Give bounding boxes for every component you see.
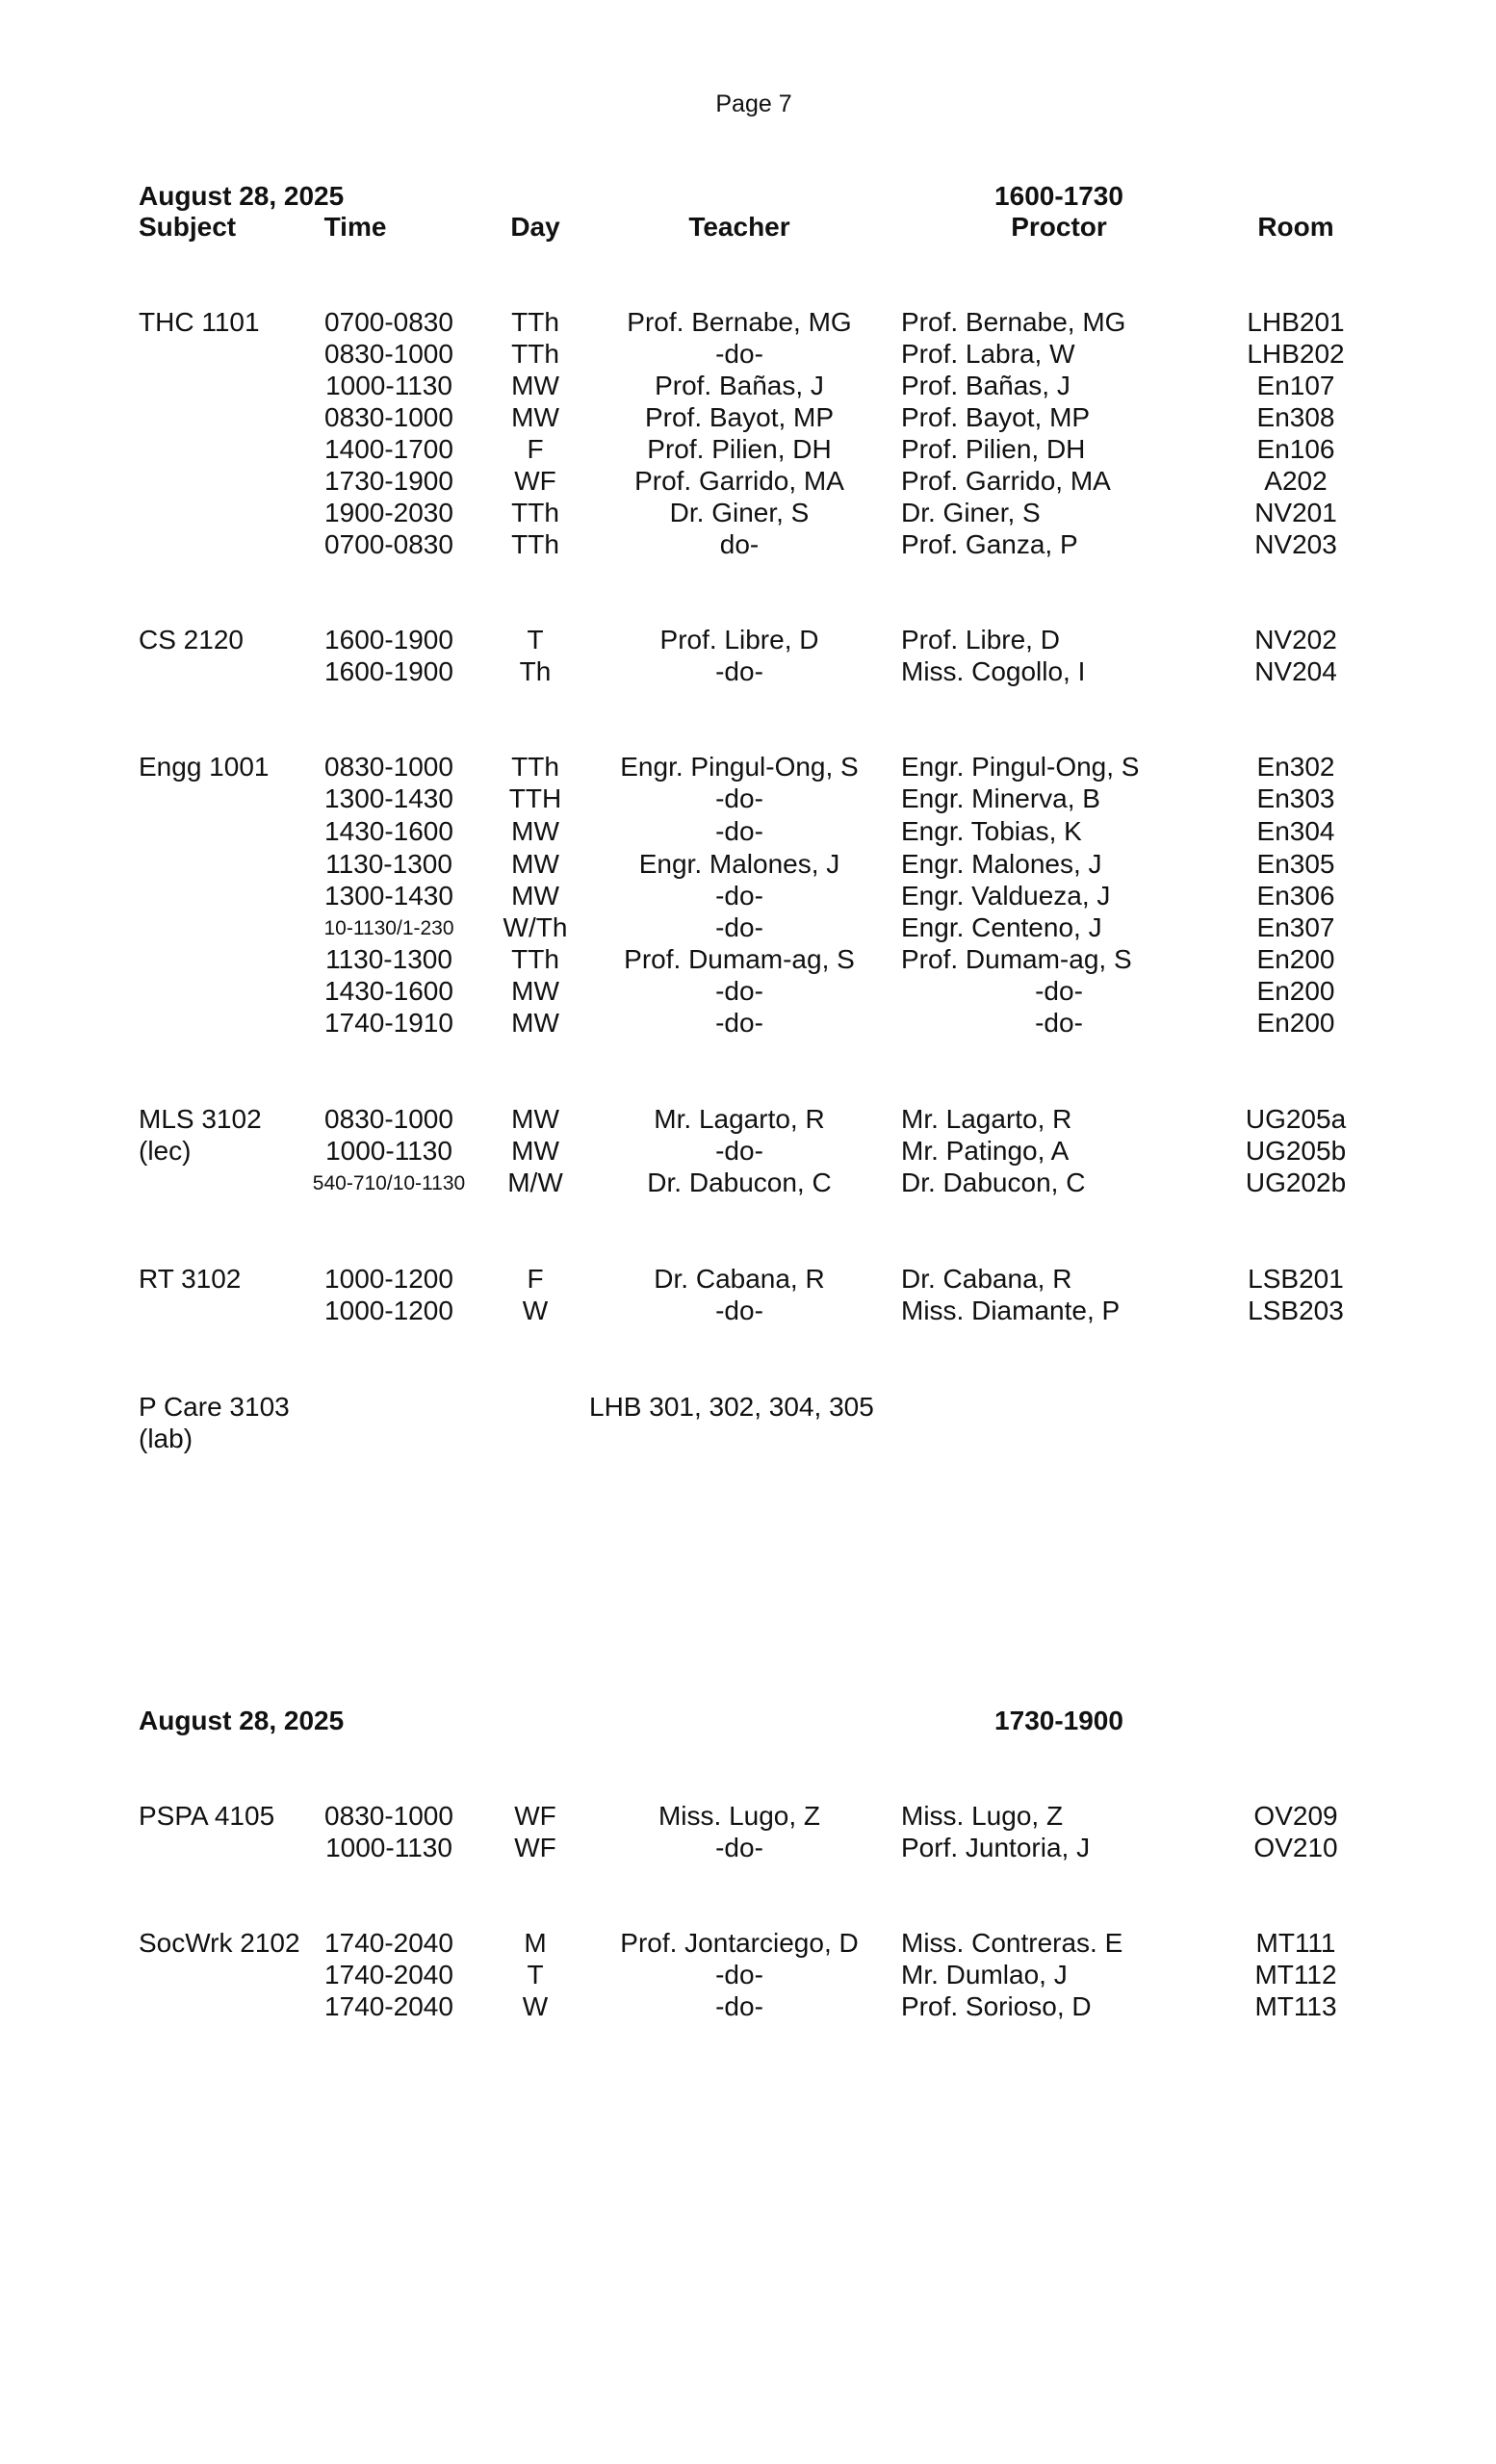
teacher-cell: -do- (715, 1008, 763, 1038)
day-cell: W/Th (503, 912, 568, 942)
room-cell: MT113 (1254, 1991, 1337, 2021)
teacher-cell: -do- (715, 1960, 763, 1989)
room-cell: En200 (1256, 1008, 1335, 1038)
day-cell: MW (511, 976, 559, 1006)
proctor-cell: Dr. Giner, S (901, 498, 1041, 527)
time-cell: 1000-1130 (325, 1833, 452, 1862)
room-cell: LHB201 (1247, 307, 1345, 337)
time-cell: 0700-0830 (324, 529, 453, 559)
day-cell: MW (511, 849, 559, 879)
day-cell: Th (519, 656, 552, 686)
room-cell: UG202b (1245, 1168, 1347, 1197)
room-cell: En307 (1256, 912, 1335, 942)
day-cell: WF (514, 1833, 556, 1862)
room-list-note: LHB 301, 302, 304, 305 (589, 1392, 874, 1422)
proctor-cell: Engr. Valdueza, J (901, 881, 1111, 911)
proctor-cell: Prof. Bernabe, MG (901, 307, 1126, 337)
day-cell: TTh (511, 498, 559, 527)
time-cell: 0830-1000 (324, 402, 453, 432)
header-proctor: Proctor (1011, 212, 1107, 242)
time-cell: 540-710/10-1130 (312, 1172, 466, 1194)
header-day: Day (510, 212, 560, 242)
teacher-cell: Prof. Libre, D (659, 625, 819, 654)
room-cell: MT111 (1255, 1928, 1336, 1958)
day-cell: MW (511, 1008, 559, 1038)
room-cell: NV201 (1254, 498, 1337, 527)
time-cell: 1740-1910 (324, 1008, 453, 1038)
day-cell: W (522, 1991, 549, 2021)
teacher-cell: -do- (715, 816, 763, 846)
time-cell: 1130-1300 (325, 849, 452, 879)
teacher-cell: -do- (715, 1991, 763, 2021)
day-cell: WF (514, 466, 556, 496)
day-cell: TTH (508, 783, 562, 813)
time-cell: 10-1130/1-230 (323, 917, 454, 939)
teacher-cell: Engr. Malones, J (638, 849, 840, 879)
room-cell: En200 (1256, 944, 1335, 974)
time-cell: 1300-1430 (324, 783, 453, 813)
section1-date: August 28, 2025 (139, 181, 345, 211)
room-cell: OV210 (1253, 1833, 1338, 1862)
teacher-cell: -do- (715, 1833, 763, 1862)
proctor-cell: Prof. Labra, W (901, 339, 1075, 369)
header-subject: Subject (139, 212, 237, 242)
time-cell: 1740-2040 (324, 1991, 453, 2021)
teacher-cell: -do- (715, 656, 763, 686)
time-cell: 1740-2040 (324, 1960, 453, 1989)
day-cell: MW (511, 816, 559, 846)
proctor-cell: -do- (1035, 976, 1083, 1006)
proctor-cell: Engr. Malones, J (901, 849, 1102, 879)
teacher-cell: Prof. Bernabe, MG (627, 307, 852, 337)
proctor-cell: Prof. Bayot, MP (901, 402, 1091, 432)
time-cell: 0830-1000 (324, 752, 453, 782)
day-cell: TTh (511, 752, 559, 782)
teacher-cell: Dr. Dabucon, C (647, 1168, 832, 1197)
room-cell: En200 (1256, 976, 1335, 1006)
subject-label: RT 3102 (139, 1264, 242, 1294)
subject-label: THC 1101 (139, 307, 260, 337)
room-cell: En302 (1256, 752, 1335, 782)
time-cell: 1000-1130 (325, 1136, 452, 1166)
proctor-cell: Mr. Patingo, A (901, 1136, 1070, 1166)
proctor-cell: Engr. Tobias, K (901, 816, 1082, 846)
teacher-cell: Dr. Cabana, R (654, 1264, 825, 1294)
room-cell: MT112 (1254, 1960, 1337, 1989)
teacher-cell: -do- (715, 912, 763, 942)
subject-label: MLS 3102 (139, 1104, 262, 1134)
room-cell: LHB202 (1247, 339, 1345, 369)
time-cell: 1000-1200 (324, 1264, 453, 1294)
proctor-cell: Prof. Sorioso, D (901, 1991, 1092, 2021)
day-cell: TTh (511, 529, 559, 559)
room-cell: UG205b (1245, 1136, 1347, 1166)
teacher-cell: Miss. Lugo, Z (658, 1801, 821, 1831)
proctor-cell: Porf. Juntoria, J (901, 1833, 1091, 1862)
room-cell: LSB201 (1248, 1264, 1344, 1294)
teacher-cell: Prof. Jontarciego, D (620, 1928, 859, 1958)
day-cell: MW (511, 402, 559, 432)
header-time: Time (323, 212, 387, 242)
time-cell: 1000-1130 (325, 371, 452, 400)
teacher-cell: Engr. Pingul-Ong, S (620, 752, 859, 782)
proctor-cell: Miss. Diamante, P (901, 1296, 1121, 1325)
day-cell: WF (514, 1801, 556, 1831)
time-cell: 1300-1430 (324, 881, 453, 911)
day-cell: M (524, 1928, 547, 1958)
proctor-cell: Prof. Libre, D (901, 625, 1060, 654)
proctor-cell: Engr. Centeno, J (901, 912, 1102, 942)
subject-label: CS 2120 (139, 625, 244, 654)
teacher-cell: Prof. Garrido, MA (634, 466, 844, 496)
room-cell: NV202 (1254, 625, 1337, 654)
room-cell: En305 (1256, 849, 1335, 879)
teacher-cell: Prof. Dumam-ag, S (624, 944, 855, 974)
proctor-cell: Prof. Garrido, MA (901, 466, 1111, 496)
room-cell: En308 (1256, 402, 1335, 432)
proctor-cell: Miss. Cogollo, I (901, 656, 1086, 686)
time-cell: 0830-1000 (324, 339, 453, 369)
time-cell: 1130-1300 (325, 944, 452, 974)
teacher-cell: -do- (715, 339, 763, 369)
day-cell: F (527, 1264, 544, 1294)
time-cell: 0700-0830 (324, 307, 453, 337)
proctor-cell: Prof. Pilien, DH (901, 434, 1086, 464)
teacher-cell: -do- (715, 783, 763, 813)
time-cell: 1000-1200 (324, 1296, 453, 1325)
teacher-cell: do- (719, 529, 760, 559)
teacher-cell: -do- (715, 976, 763, 1006)
header-teacher: Teacher (688, 212, 790, 242)
room-cell: A202 (1264, 466, 1328, 496)
proctor-cell: Mr. Dumlao, J (901, 1960, 1068, 1989)
teacher-cell: -do- (715, 881, 763, 911)
time-cell: 1600-1900 (324, 625, 453, 654)
proctor-cell: Dr. Dabucon, C (901, 1168, 1086, 1197)
day-cell: TTh (511, 944, 559, 974)
teacher-cell: -do- (715, 1296, 763, 1325)
subject-label: (lab) (139, 1424, 193, 1453)
proctor-cell: -do- (1035, 1008, 1083, 1038)
proctor-cell: Dr. Cabana, R (901, 1264, 1072, 1294)
time-cell: 1730-1900 (324, 466, 453, 496)
subject-label: P Care 3103 (139, 1392, 290, 1422)
subject-label: PSPA 4105 (139, 1801, 275, 1831)
section2-time-slot: 1730-1900 (994, 1706, 1123, 1735)
time-cell: 1900-2030 (324, 498, 453, 527)
day-cell: F (527, 434, 544, 464)
time-cell: 0830-1000 (324, 1801, 453, 1831)
time-cell: 1740-2040 (324, 1928, 453, 1958)
room-cell: OV209 (1253, 1801, 1338, 1831)
time-cell: 1400-1700 (324, 434, 453, 464)
room-cell: NV204 (1254, 656, 1337, 686)
day-cell: M/W (507, 1168, 563, 1197)
proctor-cell: Prof. Bañas, J (901, 371, 1070, 400)
room-cell: En303 (1256, 783, 1335, 813)
teacher-cell: Prof. Bayot, MP (644, 402, 835, 432)
day-cell: T (527, 1960, 544, 1989)
day-cell: MW (511, 371, 559, 400)
subject-label: SocWrk 2102 (139, 1928, 300, 1958)
time-cell: 1430-1600 (324, 816, 453, 846)
subject-label: (lec) (139, 1136, 192, 1166)
header-room: Room (1257, 212, 1334, 242)
teacher-cell: -do- (715, 1136, 763, 1166)
subject-label: Engg 1001 (139, 752, 270, 782)
time-cell: 1600-1900 (324, 656, 453, 686)
room-cell: En107 (1256, 371, 1335, 400)
room-cell: UG205a (1245, 1104, 1347, 1134)
section2-date: August 28, 2025 (139, 1706, 345, 1735)
day-cell: T (527, 625, 544, 654)
day-cell: MW (511, 881, 559, 911)
room-cell: En304 (1256, 816, 1335, 846)
teacher-cell: Prof. Bañas, J (655, 371, 824, 400)
day-cell: MW (511, 1136, 559, 1166)
teacher-cell: Prof. Pilien, DH (647, 434, 832, 464)
teacher-cell: Mr. Lagarto, R (654, 1104, 825, 1134)
proctor-cell: Prof. Dumam-ag, S (901, 944, 1132, 974)
day-cell: TTh (511, 339, 559, 369)
proctor-cell: Engr. Pingul-Ong, S (901, 752, 1140, 782)
proctor-cell: Miss. Lugo, Z (901, 1801, 1064, 1831)
room-cell: En106 (1256, 434, 1335, 464)
page-number: Page 7 (715, 90, 792, 117)
time-cell: 1430-1600 (324, 976, 453, 1006)
day-cell: TTh (511, 307, 559, 337)
section1-time-slot: 1600-1730 (994, 181, 1123, 211)
room-cell: En306 (1256, 881, 1335, 911)
day-cell: W (522, 1296, 549, 1325)
day-cell: MW (511, 1104, 559, 1134)
proctor-cell: Engr. Minerva, B (901, 783, 1100, 813)
time-cell: 0830-1000 (324, 1104, 453, 1134)
room-cell: LSB203 (1248, 1296, 1344, 1325)
proctor-cell: Prof. Ganza, P (901, 529, 1078, 559)
teacher-cell: Dr. Giner, S (669, 498, 810, 527)
room-cell: NV203 (1254, 529, 1337, 559)
proctor-cell: Mr. Lagarto, R (901, 1104, 1072, 1134)
proctor-cell: Miss. Contreras. E (901, 1928, 1123, 1958)
